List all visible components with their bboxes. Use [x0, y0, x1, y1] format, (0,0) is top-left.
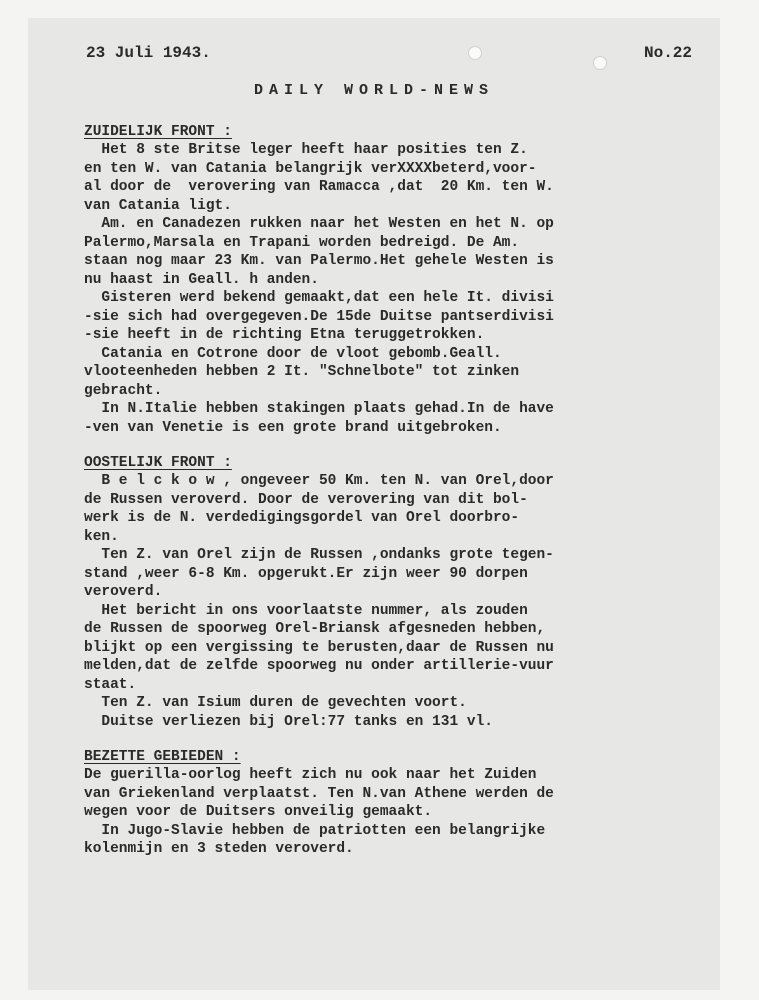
- text-line: In Jugo-Slavie hebben de patriotten een belangrijke: [84, 822, 546, 839]
- document-body: [84, 122, 720, 875]
- document-number: No.22: [643, 44, 692, 62]
- text-line: staan nog maar 23 Km. van Palermo.Het gehele Westen is: [84, 253, 554, 269]
- text-line: Gisteren werd bekend gemaakt,dat een hele It. divisi: [84, 290, 554, 306]
- text-line: nu haast in Geall. h anden.: [84, 271, 319, 288]
- text-line: gebracht.: [84, 382, 163, 399]
- text-line: veroverd.: [84, 584, 163, 600]
- text-line: vlooteenheden hebben 2 It. "Schnelbote" tot zinken: [84, 364, 520, 380]
- text-line: en ten W. van Catania belangrijk verXXXXbeterd,voor-: [84, 160, 537, 177]
- text-line: -ven van Venetie is een grote brand uitgebroken.: [84, 419, 502, 436]
- text-line: kolenmijn en 3 steden veroverd.: [84, 841, 354, 857]
- text-line: De guerilla-oorlog heeft zich nu ook naar het Zuiden: [84, 767, 537, 783]
- text-line: werk is de N. verdedigingsgordel van Orel doorbro-: [84, 510, 520, 526]
- text-line: Am. en Canadezen rukken naar het Westen en het N. op: [84, 216, 554, 232]
- text-line: -sie sich had overgegeven.De 15de Duitse pantserdivisi: [84, 308, 554, 325]
- section-heading: ZUIDELIJK FRONT :: [84, 124, 232, 140]
- text-line: van Catania ligt.: [84, 197, 232, 214]
- text-line: Duitse verliezen bij Orel:77 tanks en 131 vl.: [84, 713, 493, 730]
- text-line: al door de verovering van Ramacca ,dat 20 Km. ten W.: [84, 179, 554, 195]
- punch-hole: [468, 46, 482, 60]
- text-line: Het bericht in ons voorlaatste nummer, als zouden: [84, 602, 528, 619]
- punch-hole: [593, 56, 607, 70]
- text-line: blijkt op een vergissing te berusten,daar de Russen nu: [84, 639, 554, 656]
- section-heading: OOSTELIJK FRONT :: [84, 455, 232, 471]
- text-line: de Russen de spoorweg Orel-Briansk afgesneden hebben,: [84, 621, 546, 637]
- text-line: de Russen veroverd. Door de verovering van dit bol-: [84, 491, 528, 508]
- news-section: [84, 122, 720, 437]
- text-line: staat.: [84, 676, 137, 693]
- document-title: DAILY WORLD-NEWS: [253, 82, 495, 99]
- news-section: [84, 747, 720, 859]
- news-section: [84, 453, 720, 731]
- text-line: ken.: [84, 528, 119, 545]
- text-line: In N.Italie hebben stakingen plaats gehad.In de have: [84, 401, 554, 417]
- typewritten-page: [28, 18, 720, 990]
- text-line: Ten Z. van Orel zijn de Russen ,ondanks grote tegen-: [84, 547, 554, 563]
- text-line: van Griekenland verplaatst. Ten N.van Athene werden de: [84, 785, 554, 802]
- text-line: Palermo,Marsala en Trapani worden bedreigd. De Am.: [84, 234, 520, 251]
- document-date: 23 Juli 1943.: [86, 44, 211, 62]
- text-line: melden,dat de zelfde spoorweg nu onder artillerie-vuur: [84, 658, 554, 674]
- text-line: Het 8 ste Britse leger heeft haar posities ten Z.: [84, 142, 528, 158]
- text-line: wegen voor de Duitsers onveilig gemaakt.: [84, 804, 433, 820]
- text-line: B e l c k o w , ongeveer 50 Km. ten N. van Orel,door: [84, 473, 554, 489]
- text-line: -sie heeft in de richting Etna teruggetrokken.: [84, 327, 485, 343]
- text-line: Catania en Cotrone door de vloot gebomb.Geall.: [84, 345, 502, 362]
- text-line: Ten Z. van Isium duren de gevechten voort.: [84, 695, 467, 711]
- section-heading: BEZETTE GEBIEDEN :: [84, 749, 241, 765]
- text-line: stand ,weer 6-8 Km. opgerukt.Er zijn weer 90 dorpen: [84, 565, 528, 582]
